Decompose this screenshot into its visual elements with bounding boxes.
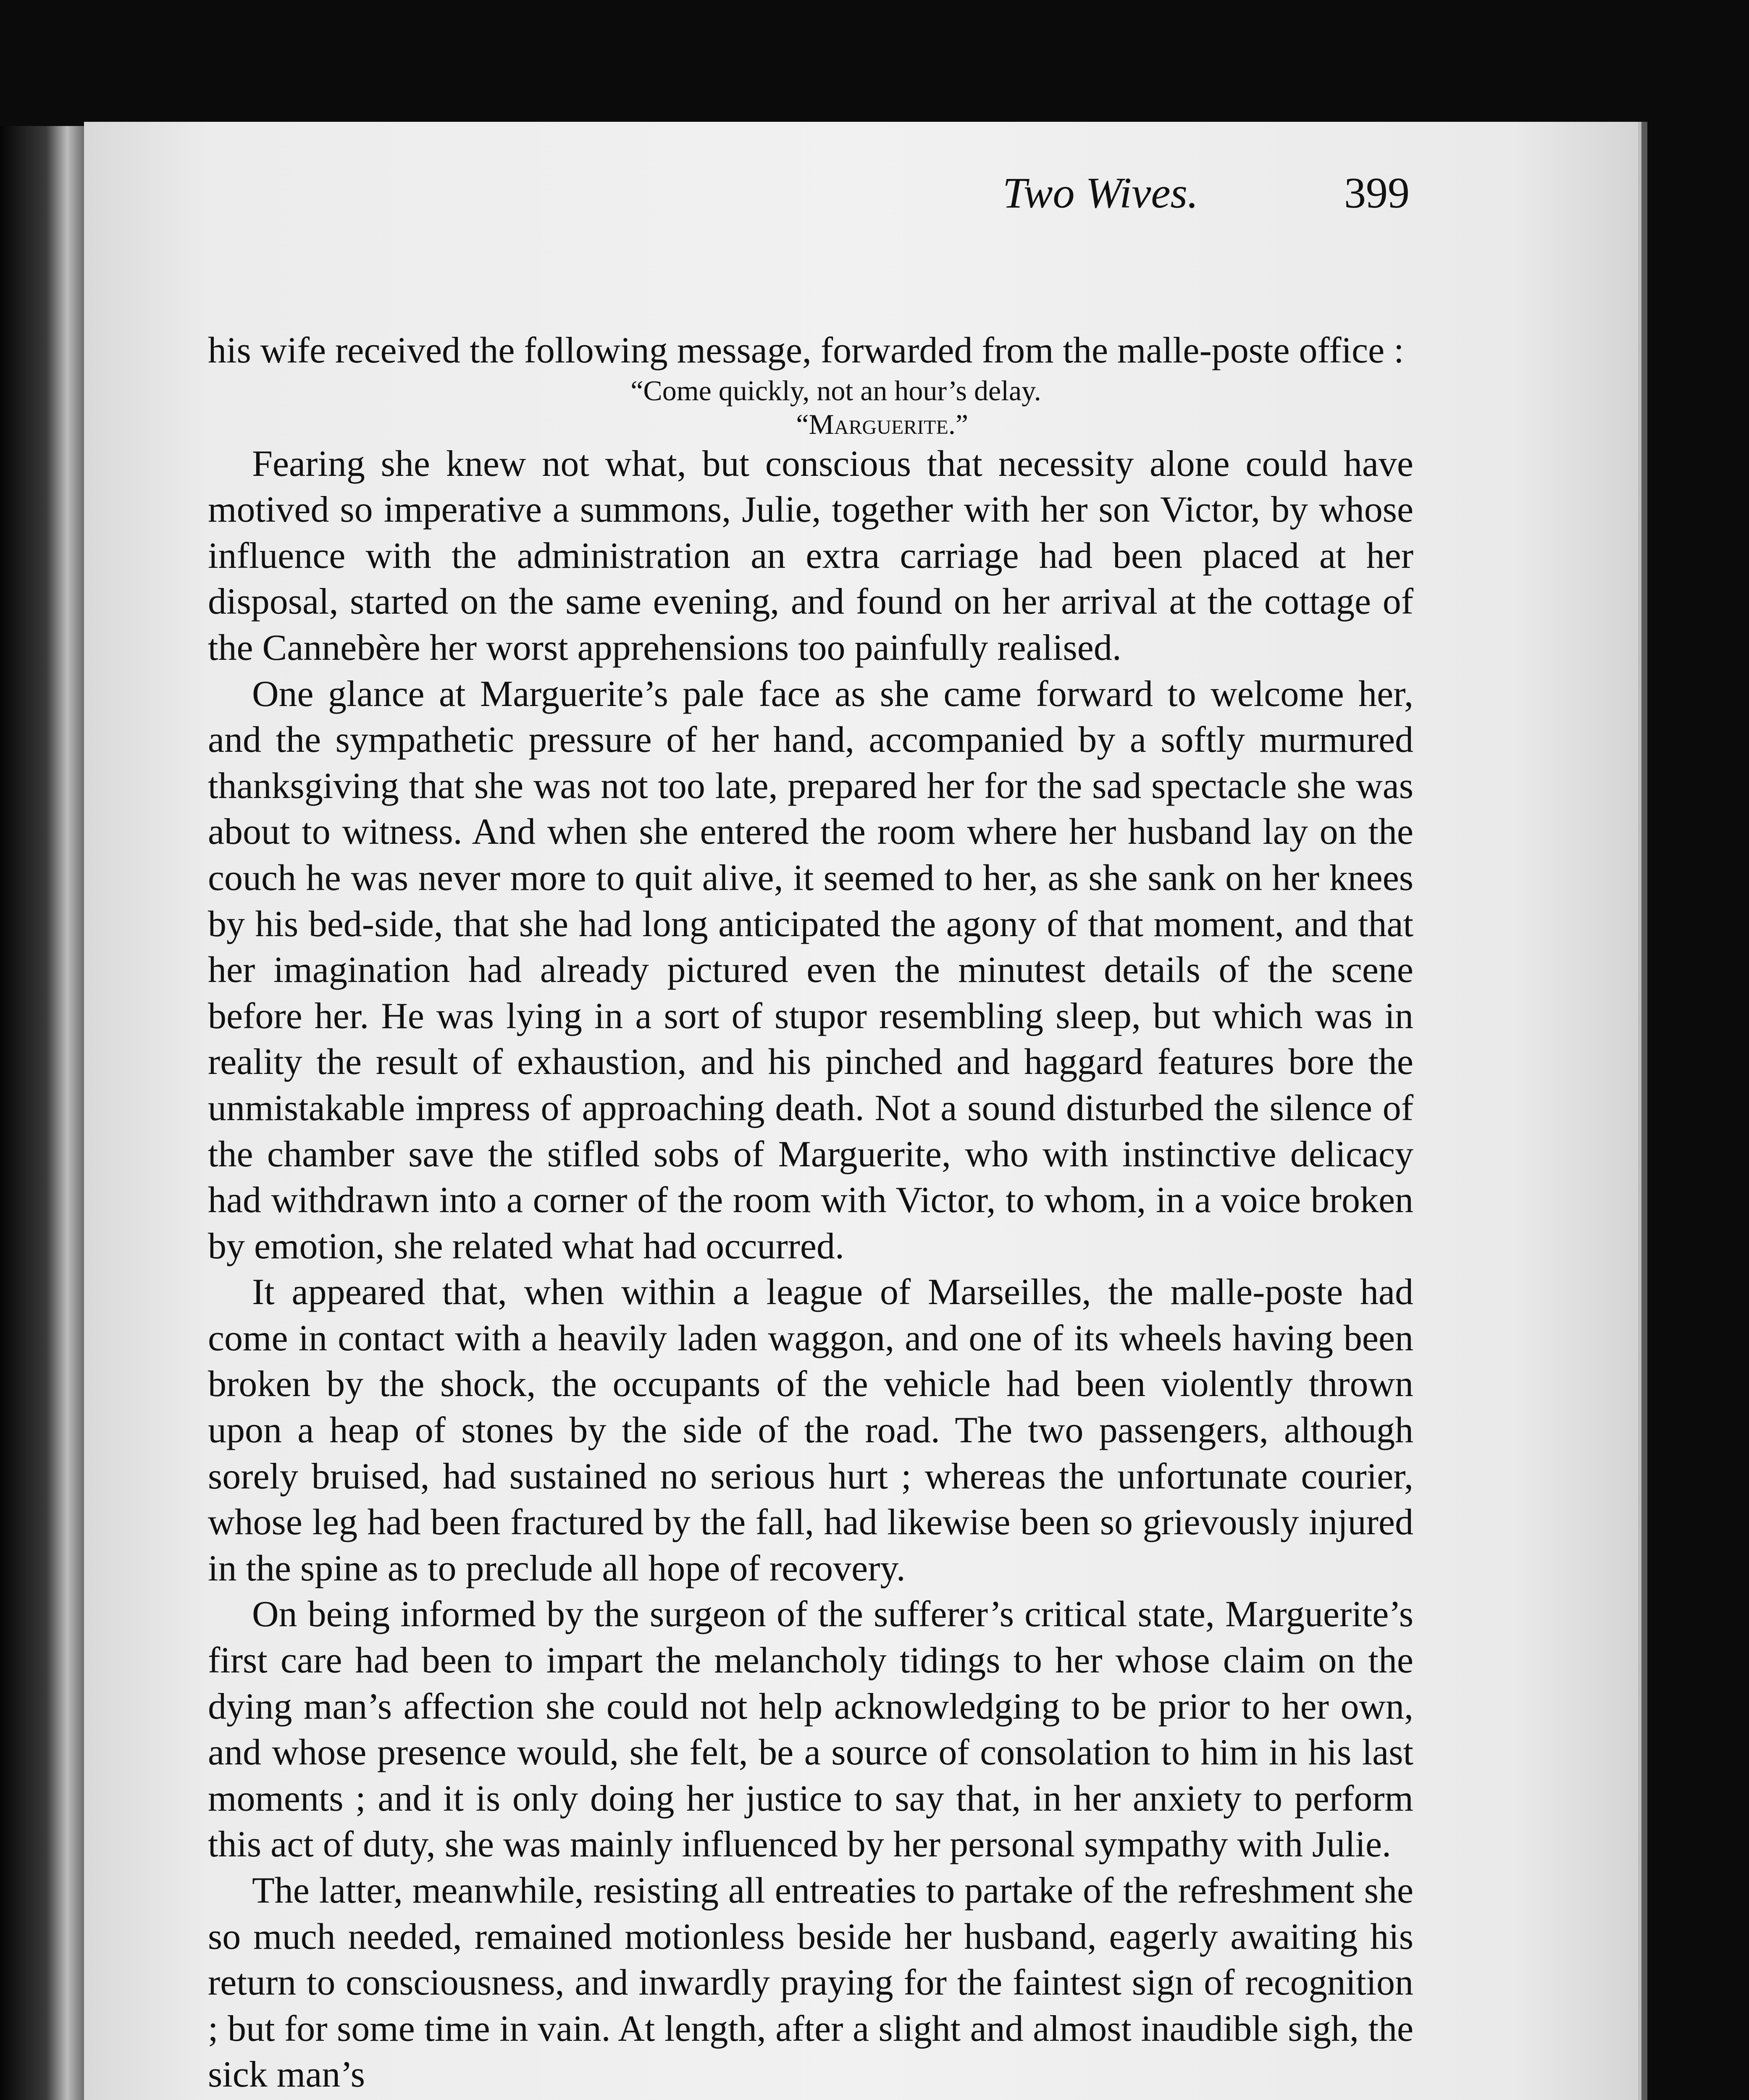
- paragraph: The latter, meanwhile, resisting all entreaties to partake of the refreshment she so much needed, remained motionless beside her husband, eagerly awaiting his return to consciousness, and inwardly praying for the faintest sign of recognition ; but for some time in vain. At length, after a slight and almost inaudible sigh, the sick man’s: [208, 1870, 1413, 2095]
- paragraph: Fearing she knew not what, but conscious that necessity alone could have motived so imperative a summons, Julie, together with her son Victor, by whose influence with the administration an extra carriage had been placed at her disposal, started on the same evening, and found on her arrival at the cottage of the Cannebère her worst apprehensions too painfully realised.: [208, 443, 1413, 668]
- book-spine: [0, 126, 84, 2100]
- paragraph: It appeared that, when within a league of Marseilles, the malle-poste had come in contact with a heavily laden waggon, and one of its wheels having been broken by the shock, the occupants of the vehicle had been violently thrown upon a heap of stones by the side of the road. The two passengers, although sorely bruised, had sustained no serious hurt ; whereas the unfortunate courier, whose leg had been fractured by the fall, had likewise been so grievously injured in the spine as to preclude all hope of recovery.: [208, 1272, 1413, 1589]
- body-text: [208, 328, 1413, 2098]
- page-number: 399: [1344, 169, 1410, 217]
- paragraph: his wife received the following message, forwarded from the malle-poste office :: [208, 330, 1404, 371]
- paragraph: On being informed by the surgeon of the sufferer’s critical state, Marguerite’s first care had been to impart the melancholy tidings to her whose claim on the dying man’s affection she could not help acknowledging to be prior to her own, and whose presence would, she felt, be a source of consolation to him in his last moments ; and it is only doing her justice to say that, in her anxiety to perform this act of duty, she was mainly influenced by her personal sympathy with Julie.: [208, 1594, 1413, 1865]
- telegram-signature: “Marguerite.”: [796, 408, 968, 440]
- paragraph: One glance at Marguerite’s pale face as she came forward to welcome her, and the sympathetic pressure of her hand, accompanied by a softly murmured thanksgiving that she was not too late, prepared her for the sad spectacle she was about to witness. And when she entered the room where her husband lay on the couch he was never more to quit alive, it seemed to her, as she sank on her knees by his bed-side, that she had long anticipated the agony of that moment, and that her imagination had already pictured even the minutest details of the scene before her. He was lying in a sort of stupor resembling sleep, but which was in reality the result of exhaustion, and his pinched and haggard features bore the unmistakable impress of approaching death. Not a sound disturbed the silence of the chamber save the stifled sobs of Marguerite, who with instinctive delicacy had withdrawn into a corner of the room with Victor, to whom, in a voice broken by emotion, she related what had occurred.: [208, 673, 1413, 1267]
- running-head: Two Wives.: [1002, 169, 1199, 217]
- telegram-message: [208, 374, 1413, 441]
- telegram-text: “Come quickly, not an hour’s delay.: [630, 374, 1041, 407]
